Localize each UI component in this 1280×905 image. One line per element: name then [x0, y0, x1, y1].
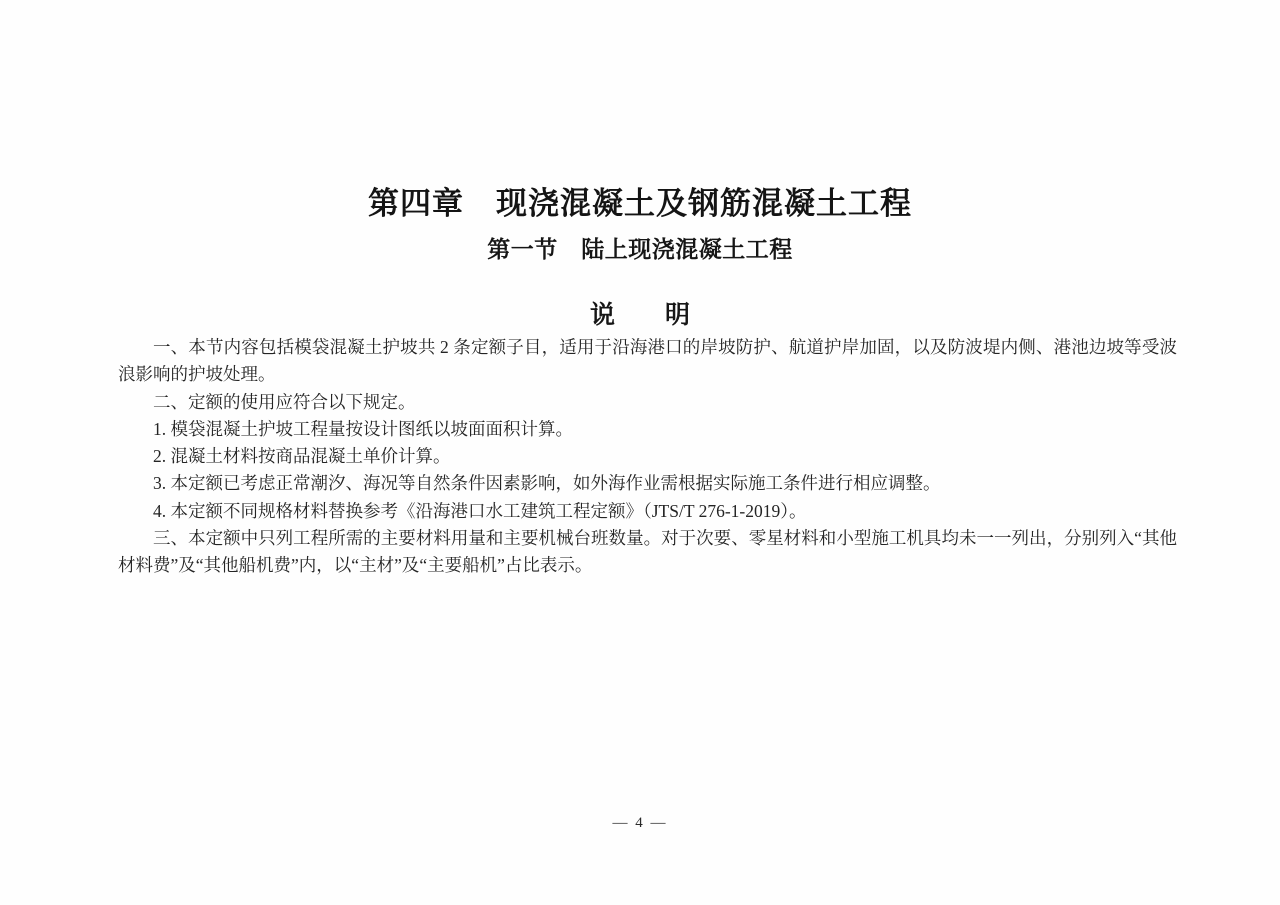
paragraph-4: 2. 混凝土材料按商品混凝土单价计算。	[153, 446, 451, 467]
section-title: 第一节 陆上现浇混凝土工程	[487, 236, 793, 262]
paragraph-5: 3. 本定额已考虑正常潮汐、海况等自然条件因素影响，如外海作业需根据实际施工条件进行相应调整。	[153, 473, 941, 494]
chapter-title: 第四章 现浇混凝土及钢筋混凝土工程	[368, 186, 912, 221]
paragraph-1: 一、本节内容包括模袋混凝土护坡共 2 条定额子目，适用于沿海港口的岸坡防护、航道护岸加固，以及防波堤内侧、港池边坡等受波浪影响的护坡处理。	[118, 337, 1177, 385]
paragraph-3: 1. 模袋混凝土护坡工程量按设计图纸以坡面面积计算。	[153, 418, 573, 439]
notes-body	[118, 334, 1177, 580]
page-number: — 4 —	[612, 815, 668, 831]
paragraph-6: 4. 本定额不同规格材料替换参考《沿海港口水工建筑工程定额》（JTS/T 276-1-2019）。	[153, 500, 807, 521]
paragraph-7: 三、本定额中只列工程所需的主要材料用量和主要机械台班数量。对于次要、零星材料和小型施工机具均未一一列出，分别列入“其他材料费”及“其他船机费”内，以“主材”及“主要船机”占比表示。	[118, 528, 1177, 576]
notes-heading: 说 明	[589, 301, 690, 329]
paragraph-2: 二、定额的使用应符合以下规定。	[153, 391, 416, 412]
